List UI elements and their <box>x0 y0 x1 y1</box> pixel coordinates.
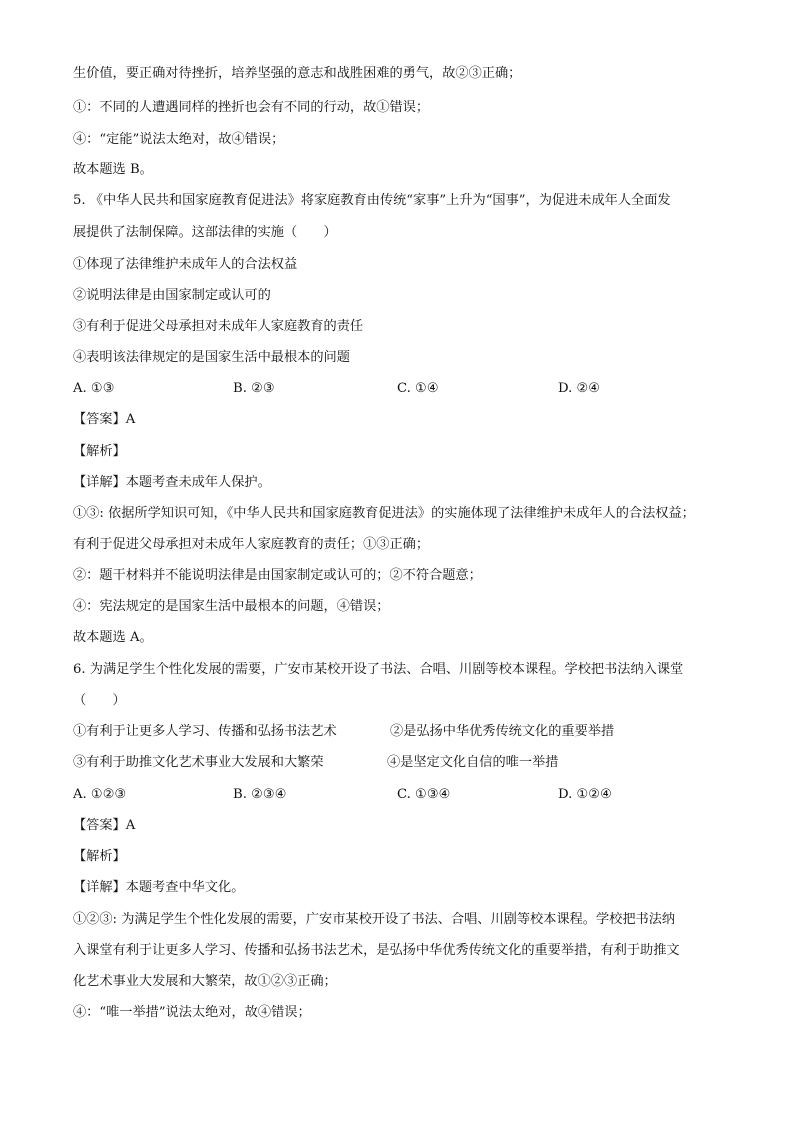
q5-stem-line-2: 展提供了法制保障。这部法律的实施（ ） <box>73 225 337 240</box>
q5-option-c: C. ①④ <box>397 381 439 396</box>
q6-stem-line-2: （ ） <box>73 693 126 708</box>
q6-option-c: C. ①③④ <box>397 787 451 802</box>
q5-explanation-line-1: ①③: 依据所学知识可知，《中华人民共和国家庭教育促进法》的实施体现了法律维护未成年人的合法权益； <box>73 506 695 521</box>
q6-statement-4: ④是坚定文化自信的唯一举措 <box>387 755 559 770</box>
q6-explanation-line-3: 化艺术事业大发展和大繁荣，故①②③正确； <box>73 974 337 989</box>
q6-statement-1: ①有利于让更多人学习、传播和弘扬书法艺术 <box>73 724 337 739</box>
prev-explanation-line-3: ④：“定能”说法太绝对，故④错误； <box>73 132 285 147</box>
q6-option-a: A. ①②③ <box>73 787 127 802</box>
q5-answer: 【答案】A <box>73 412 136 427</box>
q6-option-d: D. ①②④ <box>558 787 612 802</box>
q5-statement-4: ④表明该法律规定的是国家生活中最根本的问题 <box>73 350 350 365</box>
prev-conclusion: 故本题选 B。 <box>73 162 153 177</box>
q5-statement-3: ③有利于促进父母承担对未成年人家庭教育的责任 <box>73 319 364 334</box>
q5-option-b: B. ②③ <box>233 381 275 396</box>
q5-statement-2: ②说明法律是由国家制定或认可的 <box>73 288 271 303</box>
q5-explanation-line-3: ②：题干材料并不能说明法律是由国家制定或认可的；②不符合题意； <box>73 568 482 583</box>
q5-analysis-heading: 【解析】 <box>73 444 126 459</box>
q6-option-b: B. ②③④ <box>233 787 287 802</box>
q6-explanation-line-1: ①②③: 为满足学生个性化发展的需要，广安市某校开设了书法、合唱、川剧等校本课程。学校把书法纳 <box>73 912 676 927</box>
q6-explanation-line-2: 入课堂有利于让更多人学习、传播和弘扬书法艺术，是弘扬中华优秀传统文化的重要举措，有利于助推文 <box>73 943 680 958</box>
prev-explanation-line-1: 生价值，要正确对待挫折，培养坚强的意志和战胜困难的勇气，故②③正确； <box>73 66 522 81</box>
q5-stem-line-1: 5. 《中华人民共和国家庭教育促进法》将家庭教育由传统“家事”上升为“国事”，为促进未成年人全面发 <box>73 193 671 208</box>
q5-statement-1: ①体现了法律维护未成年人的合法权益 <box>73 257 298 272</box>
q5-option-d: D. ②④ <box>558 381 601 396</box>
q6-detail-heading: 【详解】本题考查中华文化。 <box>73 880 245 895</box>
q5-conclusion: 故本题选 A。 <box>73 630 153 645</box>
q6-stem-line-1: 6. 为满足学生个性化发展的需要，广安市某校开设了书法、合唱、川剧等校本课程。学校把书法纳入课堂 <box>73 662 684 677</box>
q6-analysis-heading: 【解析】 <box>73 849 126 864</box>
q5-detail-heading: 【详解】本题考查未成年人保护。 <box>73 475 271 490</box>
q5-option-a: A. ①③ <box>73 381 115 396</box>
q5-explanation-line-2: 有利于促进父母承担对未成年人家庭教育的责任；①③正确； <box>73 537 430 552</box>
prev-explanation-line-2: ①：不同的人遭遇同样的挫折也会有不同的行动，故①错误； <box>73 100 430 115</box>
q6-statement-3: ③有利于助推文化艺术事业大发展和大繁荣 <box>73 755 324 770</box>
q6-answer: 【答案】A <box>73 818 136 833</box>
q6-statement-2: ②是弘扬中华优秀传统文化的重要举措 <box>390 724 615 739</box>
q5-explanation-line-4: ④：宪法规定的是国家生活中最根本的问题，④错误； <box>73 599 390 614</box>
q6-explanation-line-4: ④：“唯一举措”说法太绝对，故④错误； <box>73 1005 311 1020</box>
